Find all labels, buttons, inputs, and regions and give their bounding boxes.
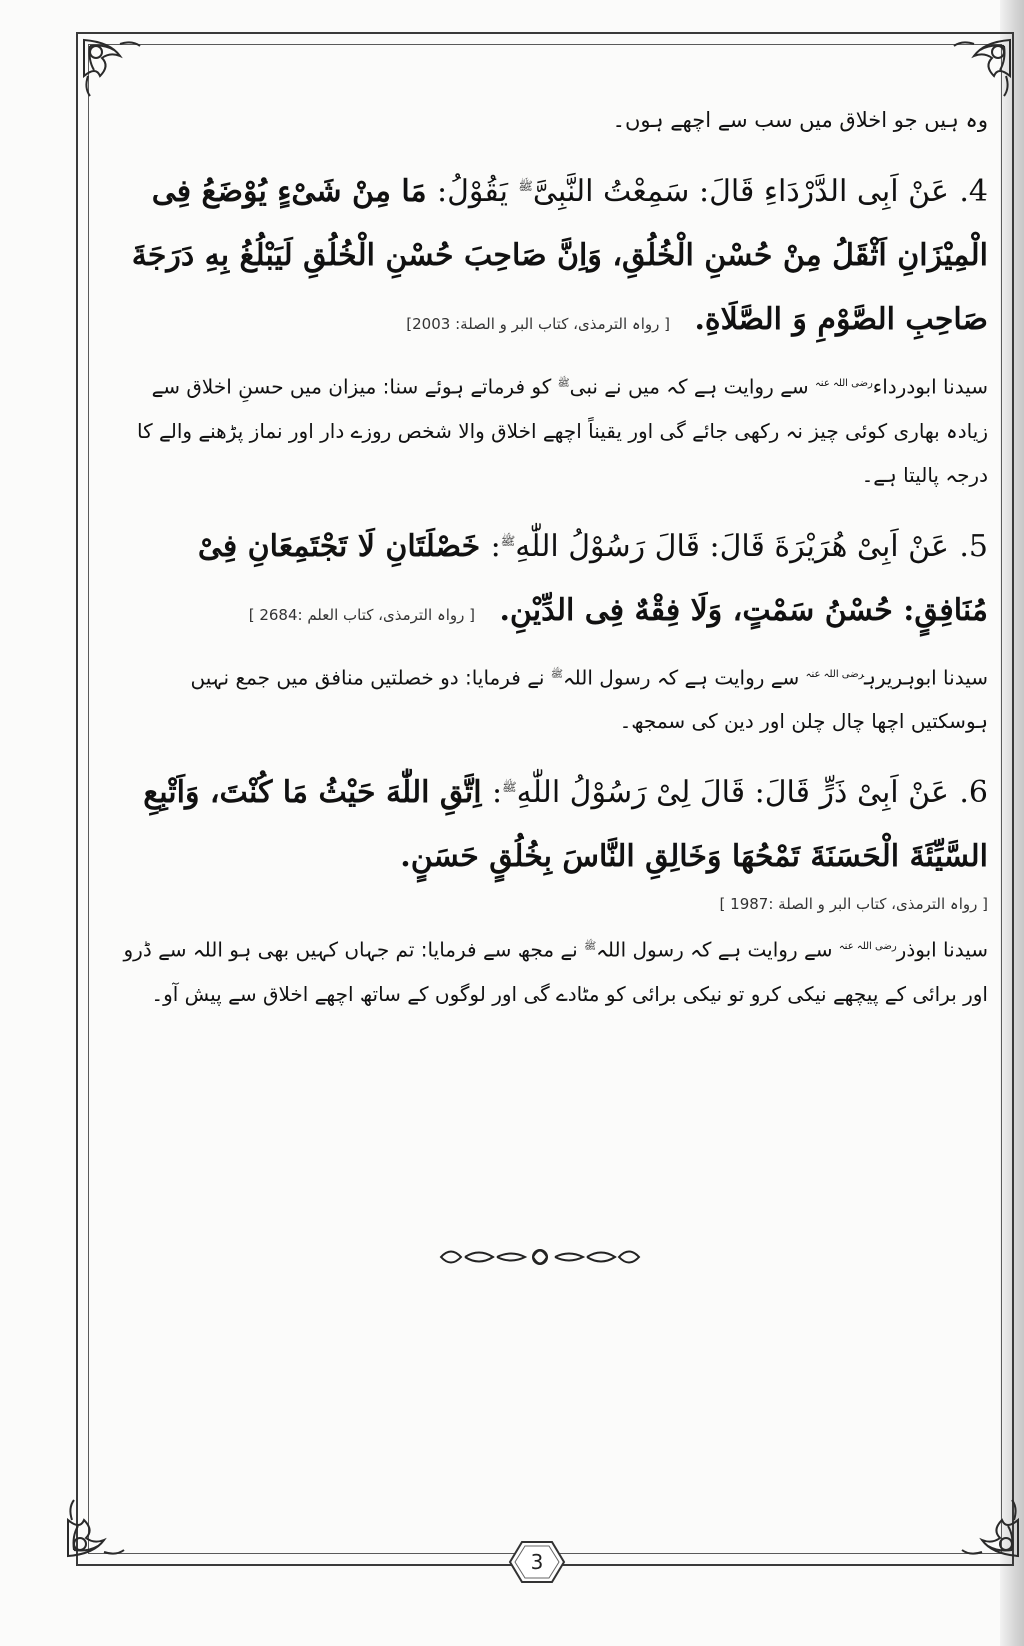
translation-part: سے روایت ہے کہ میں نے نبی xyxy=(569,374,809,399)
hadith-block xyxy=(108,509,988,744)
hadith-translation xyxy=(108,653,988,744)
salawat-mark: ﷺ xyxy=(557,378,570,389)
hadith-block xyxy=(108,755,988,1016)
hadith-text: مَا مِنْ شَیْءٍ یُوْضَعُ فِی الْمِیْزَانِ اَثْقَلُ مِنْ حُسْنِ الْخُلُقِ، وَاِنَّ صَاحِبَ حُسْنِ الْخُلُقِ لَیَبْلُغُ بِهِ دَرَجَةَ صَاحِبِ الصَّوْمِ وَ الصَّلَاةِ. xyxy=(131,174,988,337)
hadith-narrator: عَنْ اَبِیْ ذَرٍّ قَالَ: قَالَ لِیْ رَسُوْلُ اللّٰهِ xyxy=(516,775,949,811)
radi-mark: رضی اللہ عنہ xyxy=(805,668,865,680)
hadith-arabic-text xyxy=(108,509,988,647)
hadith-text: خَصْلَتَانِ لَا تَجْتَمِعَانِ فِیْ مُنَافِقٍ: حُسْنُ سَمْتٍ، وَلَا فِقْهٌ فِی الدِّیْنِ. xyxy=(197,528,988,628)
hadith-arabic-text xyxy=(108,154,988,356)
hadith-lead: : xyxy=(492,775,503,811)
salawat-mark: ﷺ xyxy=(502,780,517,795)
page-content xyxy=(108,98,988,1016)
hadith-reference: [ رواہ الترمذی، کتاب البر و الصلة :1987 ] xyxy=(719,895,988,914)
floral-corner-ornament-icon xyxy=(950,1488,1022,1560)
translation-part: سیدنا ابوذر xyxy=(896,937,988,962)
hadith-number: 4. xyxy=(959,174,988,209)
hadith-reference: [ رواہ الترمذی، کتاب العلم :2684 ] xyxy=(248,605,476,624)
page-number: 3 xyxy=(530,1550,544,1574)
translation-part: کو فرماتے ہوئے سنا: میزان میں حسنِ اخلاق سے زیادہ بھاری کوئی چیز نہ رکھی جائے گی اور یقیناً اچھے اخلاق والا شخص روزے دار اور نماز پڑھنے والے کا درجہ پالیتا ہے۔ xyxy=(137,374,988,487)
translation-part: سیدنا ابودرداء xyxy=(872,374,988,399)
radi-mark: رضی اللہ عنہ xyxy=(838,941,897,953)
translation-part: سے روایت ہے کہ رسول اللہ xyxy=(596,937,833,962)
page-number-badge xyxy=(508,1540,566,1584)
salawat-mark: ﷺ xyxy=(500,533,516,548)
hadith-number: 6. xyxy=(959,775,988,811)
hadith-narrator: عَنْ اَبِی الدَّرْدَاءِ قَالَ: سَمِعْتُ النَّبِیَّ xyxy=(532,174,949,209)
hadith-lead: : xyxy=(490,528,501,564)
hadith-lead: یَقُوْلُ: xyxy=(437,174,508,209)
translation-part: سیدنا ابوہریرہ xyxy=(864,665,988,690)
radi-mark: رضی اللہ عنہ xyxy=(814,378,873,389)
floral-corner-ornament-icon xyxy=(64,1488,136,1560)
floral-divider-icon xyxy=(435,1242,645,1272)
hadith-arabic-text xyxy=(108,755,988,889)
continuation-line: وہ ہیں جو اخلاق میں سب سے اچھے ہوں۔ xyxy=(612,108,988,132)
translation-part: نے فرمایا: دو خصلتیں منافق میں جمع نہیں ہوسکتیں اچھا چال چلن اور دین کی سمجھ۔ xyxy=(190,665,988,734)
hadith-number: 5. xyxy=(959,528,988,564)
hadith-narrator: عَنْ اَبِیْ هُرَیْرَةَ قَالَ: قَالَ رَسُوْلُ اللّٰهِ xyxy=(515,528,949,564)
hadith-translation xyxy=(108,925,988,1016)
translation-part: سے روایت ہے کہ رسول اللہ xyxy=(562,665,800,690)
hadith-block xyxy=(108,154,988,497)
salawat-mark: ﷺ xyxy=(550,668,563,680)
hadith-text: اِتَّقِ اللّٰهَ حَیْثُ مَا کُنْتَ، وَاَتْبِعِ السَّیِّئَةَ الْحَسَنَةَ تَمْحُهَا وَخَالِقِ النَّاسَ بِخُلُقٍ حَسَنٍ. xyxy=(143,775,988,875)
salawat-mark: ﷺ xyxy=(584,941,597,953)
hadith-reference: [ رواہ الترمذی، کتاب البر و الصلة: 2003] xyxy=(406,315,670,333)
salawat-mark: ﷺ xyxy=(518,179,533,193)
translation-part: نے مجھ سے فرمایا: تم جہاں کہیں بھی ہو اللہ سے ڈرو اور برائی کے پیچھے نیکی کرو تو نیکی برائی کو مٹادے گی اور لوگوں کے ساتھ اچھے اخلاق سے پیش آو۔ xyxy=(123,937,988,1006)
hadith-translation xyxy=(108,362,988,497)
